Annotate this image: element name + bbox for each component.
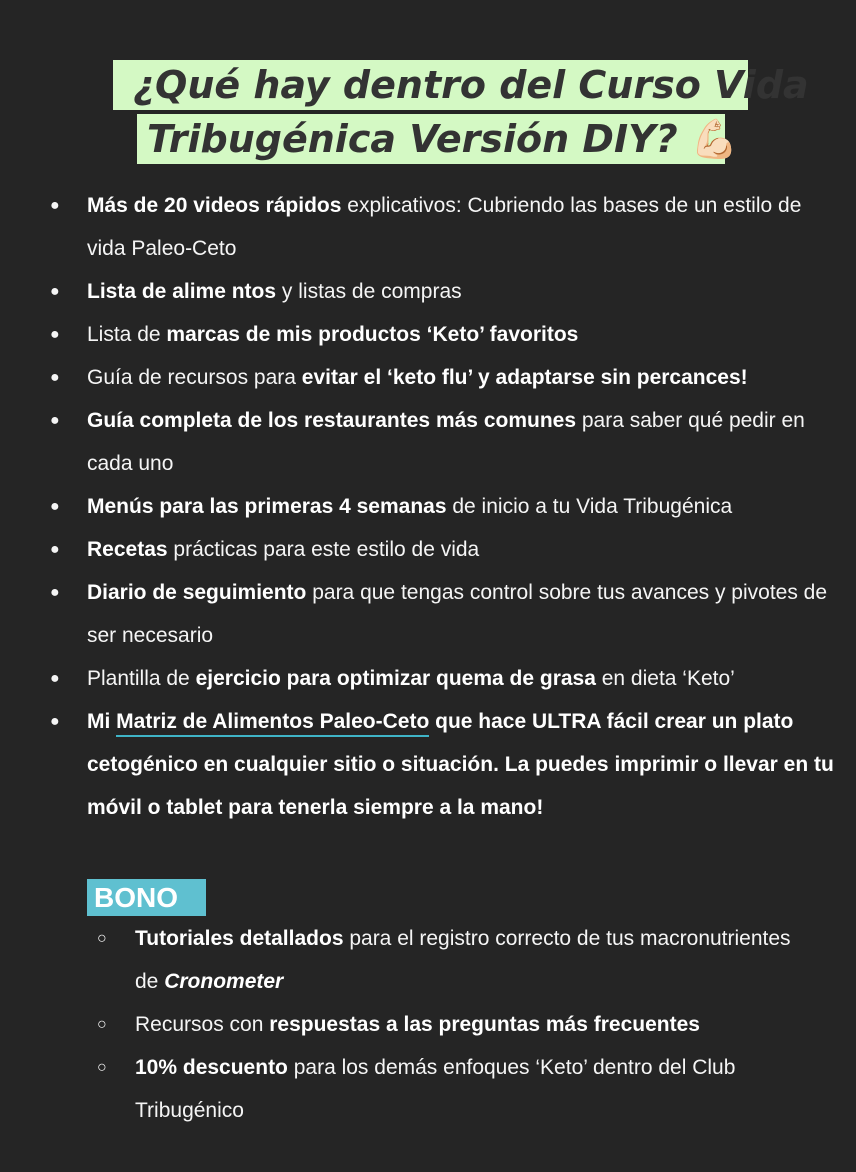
bullet-dot-icon: ●: [50, 283, 60, 300]
item-bold: Diario de seguimiento: [87, 581, 307, 604]
bullet-dot-icon: ●: [50, 369, 60, 386]
list-item: [0, 571, 856, 657]
item-bold: Más de 20 videos rápidos: [87, 194, 342, 217]
bono-label: BONO: [87, 879, 206, 916]
bullet-dot-icon: ●: [50, 670, 60, 687]
title-text-2: Tribugénica Versión DIY?: [147, 117, 691, 161]
list-item: [0, 1003, 856, 1046]
title-line-2: [137, 114, 739, 164]
item-text: Guía de recursos para: [87, 366, 302, 389]
list-item: [0, 1046, 856, 1132]
title-text-1: ¿Qué hay dentro del Curso Vida: [133, 63, 809, 107]
item-text: explicativos: Cubriendo las bases de un estilo de vida Paleo-Ceto: [87, 194, 802, 260]
item-italic: Cronometer: [164, 970, 284, 993]
bullet-dot-icon: ●: [50, 498, 60, 515]
list-item: [0, 917, 856, 1003]
list-item: [0, 313, 856, 356]
flexed-biceps-icon: 💪🏻: [690, 117, 739, 161]
title-line-1: [113, 60, 809, 110]
list-item: [0, 657, 856, 700]
item-text: para saber qué pedir en cada uno: [87, 409, 805, 475]
item-text: para el registro correcto de tus macronutrientes de: [135, 927, 791, 993]
item-text: Plantilla de: [87, 667, 196, 690]
item-text: para los demás enfoques ‘Keto’ dentro del Club Tribugénico: [135, 1056, 736, 1122]
item-text: para que tengas control sobre tus avances y pivotes de ser necesario: [87, 581, 828, 647]
bullet-dot-icon: ●: [50, 326, 60, 343]
bullet-dot-icon: ●: [50, 412, 60, 429]
item-bold: Guía completa de los restaurantes más comunes: [87, 409, 577, 432]
bullet-circle-icon: ○: [97, 1016, 107, 1033]
item-bold: Tutoriales detallados: [135, 927, 344, 950]
item-bold: marcas de mis productos ‘Keto’ favoritos: [166, 323, 579, 346]
item-text: Lista de: [87, 323, 167, 346]
item-text: Recursos con: [135, 1013, 270, 1036]
item-bold: Mi: [87, 710, 117, 733]
item-bold: Lista de alime ntos: [87, 280, 277, 303]
list-item: [0, 399, 856, 485]
bullet-dot-icon: ●: [50, 541, 60, 558]
bullet-dot-icon: ●: [50, 584, 60, 601]
list-item: [0, 485, 856, 528]
item-text: de inicio a tu Vida Tribugénica: [446, 495, 733, 518]
item-bold: evitar el ‘keto flu’ y adaptarse sin percances!: [301, 366, 748, 389]
item-text: y listas de compras: [276, 280, 462, 303]
list-item: [0, 270, 856, 313]
bullet-circle-icon: ○: [97, 930, 107, 947]
bullet-dot-icon: ●: [50, 197, 60, 214]
bullet-dot-icon: ●: [50, 713, 60, 730]
list-item: [0, 700, 856, 829]
matriz-link[interactable]: Matriz de Alimentos Paleo-Ceto: [116, 710, 429, 737]
list-item: [0, 356, 856, 399]
item-bold: 10% descuento: [135, 1056, 288, 1079]
item-bold: Recetas: [87, 538, 168, 561]
item-bold: ejercicio para optimizar quema de grasa: [195, 667, 596, 690]
item-text: en dieta ‘Keto’: [595, 667, 735, 690]
list-item: [0, 528, 856, 571]
feature-list: [0, 184, 856, 829]
bullet-circle-icon: ○: [97, 1059, 107, 1076]
item-bold: Menús para las primeras 4 semanas: [87, 495, 447, 518]
item-bold: que hace ULTRA fácil crear un plato cetogénico en cualquier sitio o situación. La puedes imprimir o llevar en tu móvil o tablet para tenerla siempre a la mano!: [87, 710, 834, 819]
item-bold: respuestas a las preguntas más frecuentes: [269, 1013, 700, 1036]
bono-list: [0, 917, 856, 1132]
item-text: prácticas para este estilo de vida: [167, 538, 480, 561]
list-item: [0, 184, 856, 270]
